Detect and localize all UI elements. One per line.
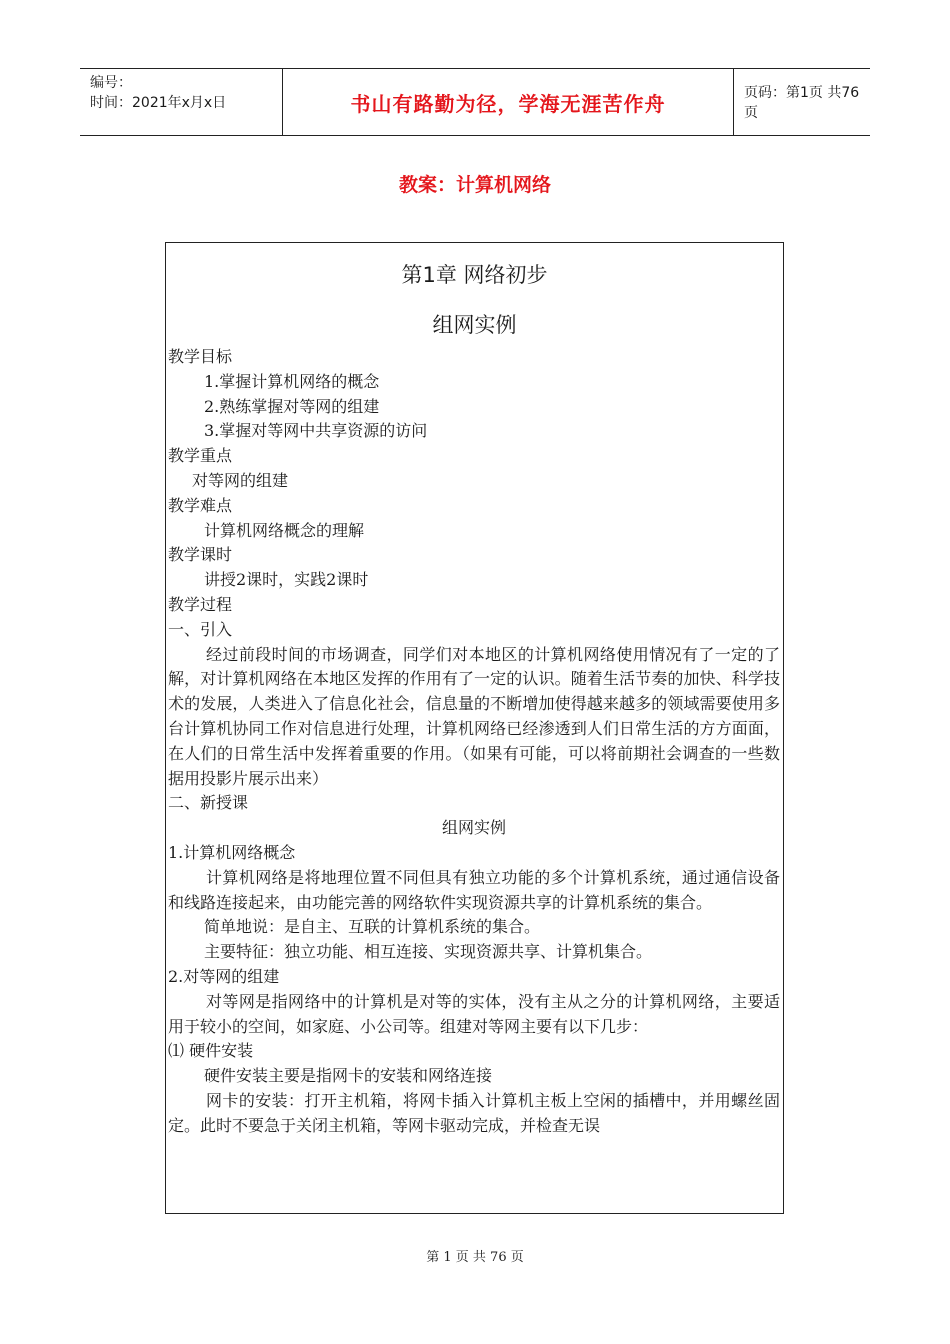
concept-paragraph: 计算机网络是将地理位置不同但具有独立功能的多个计算机系统，通过通信设备和线路连接起来，由功能完善的网络软件实现资源共享的计算机系统的集合。 [168,867,780,912]
hardware-heading: ⑴ 硬件安装 [168,1041,254,1061]
time-label: 时间：2021年x月x日 [90,95,227,111]
intro-heading: 一、引入 [168,619,233,639]
p2p-paragraph: 对等网是指网络中的计算机是对等的实体，没有主从之分的计算机网络，主要适用于较小的空间，如家庭、小公司等。组建对等网主要有以下几步： [168,991,780,1036]
simple-definition: 简单地说：是自主、互联的计算机系统的集合。 [204,917,541,937]
page-code: 页码：第1页 共76页 [744,85,860,121]
chapter-title: 第1章 网络初步 [401,263,548,287]
goal-item: 1.掌握计算机网络的概念 [204,371,380,391]
key-text: 对等网的组建 [192,470,289,490]
header-table [80,68,870,136]
goals-heading: 教学目标 [168,347,233,366]
page-footer: 第 1 页 共 76 页 [426,1250,524,1265]
motto: 书山有路勤为径，学海无涯苦作舟 [282,69,734,135]
new-lesson-heading: 二、新授课 [168,793,249,813]
difficulty-heading: 教学难点 [168,495,233,515]
process-heading: 教学过程 [168,594,233,614]
intro-paragraph: 经过前段时间的市场调查，同学们对本地区的计算机网络使用情况有了一定的了解，对计算机网络在本地区发挥的作用有了一定的认识。随着生活节奏的加快、科学技术的发展，人类进入了信息化社会，信息量的不断增加使得越来越多的领域需要使用多台计算机协同工作对信息进行处理，计算机网络已经渗透到人们日常生活的方方面面，在人们的日常生活中发挥着重要的作用。（如果有可能，可以将前期社会调查的一些数据用投影片展示出来） [168,644,780,788]
new-lesson-title: 组网实例 [441,818,506,838]
nic-paragraph: 网卡的安装：打开主机箱，将网卡插入计算机主板上空闲的插槽中，并用螺丝固定。此时不要急于关闭主机箱，等网卡驱动完成，并检查无误 [168,1090,780,1135]
hours-text: 讲授2课时，实践2课时 [204,570,369,590]
lesson-content [168,345,780,1139]
feature-text: 主要特征：独立功能、相互连接、实现资源共享、计算机集合。 [204,942,653,962]
document-title: 教案：计算机网络 [398,174,551,196]
difficulty-text: 计算机网络概念的理解 [204,520,365,540]
hours-heading: 教学课时 [168,545,233,565]
lesson-box [165,242,784,1214]
hardware-text: 硬件安装主要是指网卡的安装和网络连接 [204,1066,493,1086]
concept-heading: 1.计算机网络概念 [168,842,296,862]
goal-item: 2.熟练掌握对等网的组建 [204,396,380,416]
section-title: 组网实例 [432,313,517,337]
goal-item: 3.掌握对等网中共享资源的访问 [204,421,428,441]
header-left-cell [80,69,282,135]
serial-label: 编号： [90,75,132,91]
p2p-heading: 2.对等网的组建 [168,966,280,986]
key-heading: 教学重点 [168,446,233,466]
